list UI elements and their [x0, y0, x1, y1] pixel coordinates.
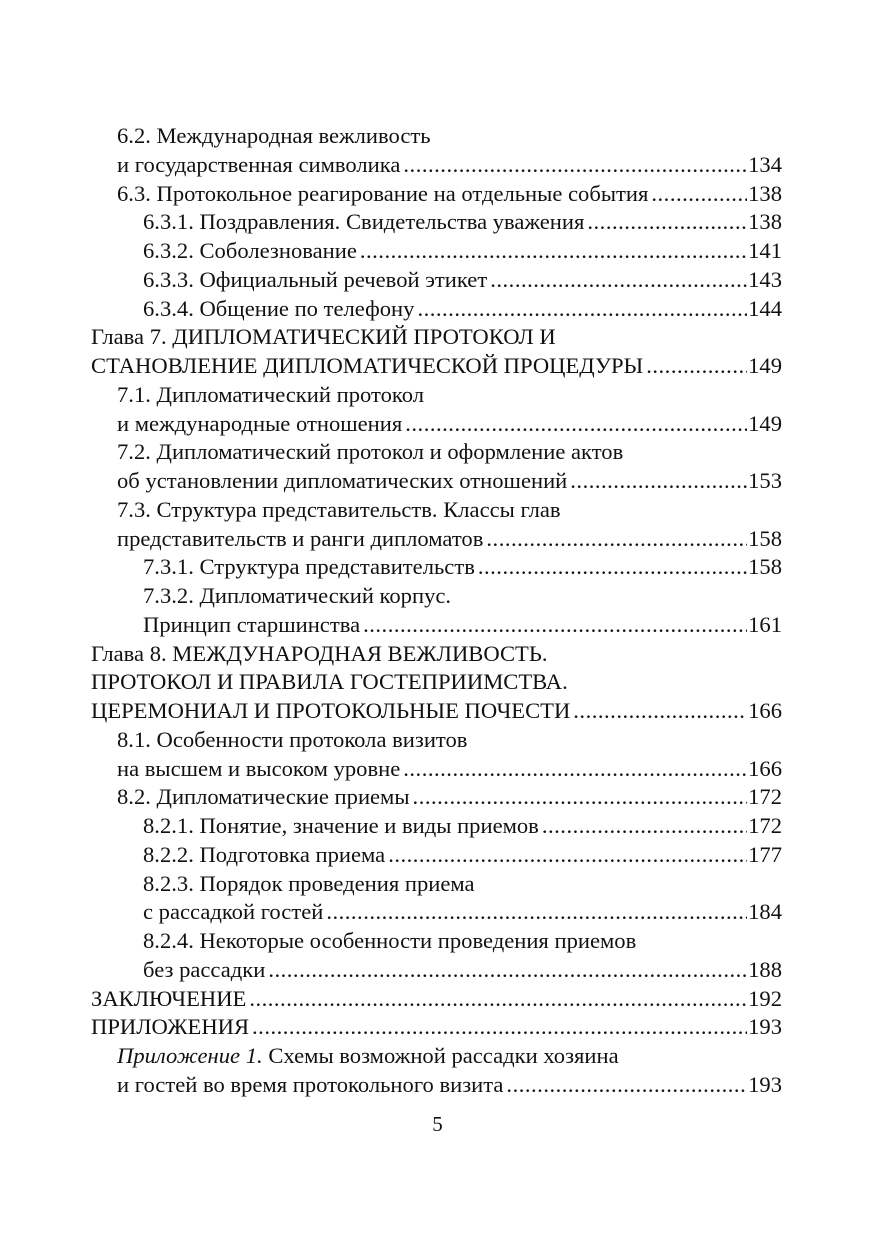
- toc-entry-title: ПРИЛОЖЕНИЯ: [91, 1014, 250, 1040]
- toc-page-number: 188: [748, 956, 782, 982]
- toc-entry-title: 6.3.4. Общение по телефону: [143, 295, 415, 321]
- page-number: 5: [432, 1112, 443, 1136]
- toc-entry: [91, 783, 782, 812]
- toc-entry-title: 8.2.3. Порядок проведения приема: [143, 870, 475, 896]
- toc-entry: [91, 266, 782, 295]
- dot-leader: [360, 237, 747, 266]
- toc-page-number: 144: [748, 295, 782, 321]
- toc-entry: [91, 525, 782, 554]
- dot-leader: [363, 611, 747, 640]
- toc-page-number: 141: [748, 238, 782, 263]
- toc-entry: [91, 122, 782, 151]
- toc-entry-title: 7.3. Структура представительств. Классы глав: [117, 496, 561, 522]
- toc-entry: [91, 323, 782, 352]
- dot-leader: [403, 151, 747, 180]
- toc-entry-title: ЗАКЛЮЧЕНИЕ: [91, 985, 247, 1011]
- toc-page-number: 161: [748, 611, 782, 637]
- toc-entry-title: и гостей во время протокольного визита: [117, 1071, 504, 1097]
- dot-leader: [490, 266, 747, 295]
- toc-page-number: 166: [748, 755, 782, 781]
- toc-entry-title: 7.3.2. Дипломатический корпус.: [143, 583, 452, 608]
- toc-entry: [91, 352, 782, 381]
- toc-entry-title: без рассадки: [143, 956, 266, 982]
- toc-page-number: 184: [748, 899, 782, 925]
- appendix-label: Приложение 1.: [117, 1043, 263, 1068]
- dot-leader: [587, 208, 747, 237]
- table-of-contents: [91, 122, 782, 1100]
- toc-entry: [91, 1071, 782, 1100]
- toc-entry: [91, 755, 782, 784]
- toc-page-number: 153: [748, 468, 782, 493]
- toc-entry: [91, 496, 782, 525]
- dot-leader: [405, 410, 747, 439]
- dot-leader: [646, 352, 747, 381]
- dot-leader: [326, 898, 747, 927]
- dot-leader: [478, 553, 747, 582]
- toc-entry-title: 7.3.1. Структура представительств: [143, 554, 475, 580]
- toc-entry: [91, 467, 782, 496]
- toc-entry: [91, 410, 782, 439]
- toc-page-number: 149: [748, 353, 782, 378]
- toc-entry: [91, 237, 782, 266]
- toc-entry-title: ПРОТОКОЛ И ПРАВИЛА ГОСТЕПРИИМСТВА.: [91, 669, 568, 695]
- toc-entry: [91, 438, 782, 467]
- toc-page-number: 192: [748, 985, 782, 1011]
- toc-entry-title: 8.2.1. Понятие, значение и виды приемов: [143, 813, 539, 838]
- toc-page-number: 158: [748, 554, 782, 580]
- toc-entry: [91, 1013, 782, 1042]
- toc-page-number: 143: [748, 266, 782, 292]
- toc-entry-title: и государственная символика: [117, 151, 401, 177]
- toc-entry: [91, 611, 782, 640]
- toc-entry-title: и международные отношения: [117, 410, 403, 436]
- toc-page-number: 138: [748, 180, 782, 206]
- toc-page-number: 134: [748, 151, 782, 177]
- toc-entry: [91, 726, 782, 755]
- toc-entry-title: представительств и ранги дипломатов: [117, 525, 484, 551]
- toc-entry: [91, 812, 782, 841]
- toc-entry: [91, 381, 782, 410]
- toc-entry-title: Глава 7. ДИПЛОМАТИЧЕСКИЙ ПРОТОКОЛ И: [91, 324, 556, 350]
- dot-leader: [249, 985, 747, 1014]
- toc-entry-title: 6.3.3. Официальный речевой этикет: [143, 266, 488, 292]
- dot-leader: [570, 467, 747, 496]
- toc-entry: [91, 180, 782, 209]
- dot-leader: [413, 783, 748, 812]
- dot-leader: [388, 841, 747, 870]
- toc-entry-title: Принцип старшинства: [143, 611, 361, 637]
- toc-entry: [91, 956, 782, 985]
- toc-entry: [91, 668, 782, 697]
- toc-entry-title: Глава 8. МЕЖДУНАРОДНАЯ ВЕЖЛИВОСТЬ.: [91, 640, 548, 666]
- toc-entry-title: 8.2.2. Подготовка приема: [143, 841, 386, 867]
- dot-leader: [651, 180, 747, 209]
- toc-entry-title: с рассадкой гостей: [143, 899, 324, 925]
- toc-entry-title: [117, 1042, 619, 1071]
- toc-entry: [91, 927, 782, 956]
- toc-entry: [91, 208, 782, 237]
- toc-page-number: 193: [748, 1071, 782, 1097]
- toc-entry-title: 6.3. Протокольное реагирование на отдельные события: [117, 180, 649, 206]
- toc-entry-title: 6.3.2. Соболезнование: [143, 238, 357, 263]
- toc-entry-title: 8.1. Особенности протокола визитов: [117, 726, 468, 752]
- toc-page-number: 166: [748, 698, 782, 723]
- toc-page-number: 158: [748, 525, 782, 551]
- toc-entry: [91, 640, 782, 669]
- toc-entry: [91, 295, 782, 324]
- dot-leader: [252, 1013, 747, 1042]
- toc-entry-title: 7.1. Дипломатический протокол: [117, 381, 424, 407]
- toc-entry-title-text: Схемы возможной рассадки хозяина: [268, 1043, 619, 1068]
- toc-entry: [91, 553, 782, 582]
- dot-leader: [506, 1071, 747, 1100]
- dot-leader: [268, 956, 747, 985]
- toc-entry: [91, 697, 782, 726]
- toc-entry: [91, 985, 782, 1014]
- dot-leader: [542, 812, 747, 841]
- toc-page-number: 193: [748, 1014, 782, 1040]
- toc-page-number: 149: [748, 410, 782, 436]
- toc-entry-title: 8.2.4. Некоторые особенности проведения приемов: [143, 928, 637, 953]
- toc-page-number: 138: [748, 209, 782, 235]
- toc-entry: [91, 870, 782, 899]
- dot-leader: [486, 525, 747, 554]
- toc-entry-title: на высшем и высоком уровне: [117, 755, 401, 781]
- toc-entry: [91, 151, 782, 180]
- toc-entry-title: ЦЕРЕМОНИАЛ И ПРОТОКОЛЬНЫЕ ПОЧЕСТИ: [91, 698, 571, 723]
- dot-leader: [403, 755, 747, 784]
- toc-entry: [91, 841, 782, 870]
- toc-entry-title: 8.2. Дипломатические приемы: [117, 784, 410, 810]
- toc-entry: [91, 1042, 782, 1071]
- toc-entry-title: об установлении дипломатических отношений: [117, 468, 568, 493]
- dot-leader: [573, 697, 747, 726]
- dot-leader: [417, 295, 747, 324]
- toc-entry-title: 6.3.1. Поздравления. Свидетельства уважения: [143, 209, 585, 235]
- toc-entry-title: 7.2. Дипломатический протокол и оформление актов: [117, 439, 624, 465]
- toc-entry: [91, 582, 782, 611]
- toc-page-number: 172: [748, 784, 782, 810]
- toc-entry-title: СТАНОВЛЕНИЕ ДИПЛОМАТИЧЕСКОЙ ПРОЦЕДУРЫ: [91, 353, 644, 378]
- toc-page-number: 172: [748, 813, 782, 838]
- toc-entry-title: 6.2. Международная вежливость: [117, 123, 431, 148]
- toc-page-number: 177: [748, 841, 782, 867]
- toc-entry: [91, 898, 782, 927]
